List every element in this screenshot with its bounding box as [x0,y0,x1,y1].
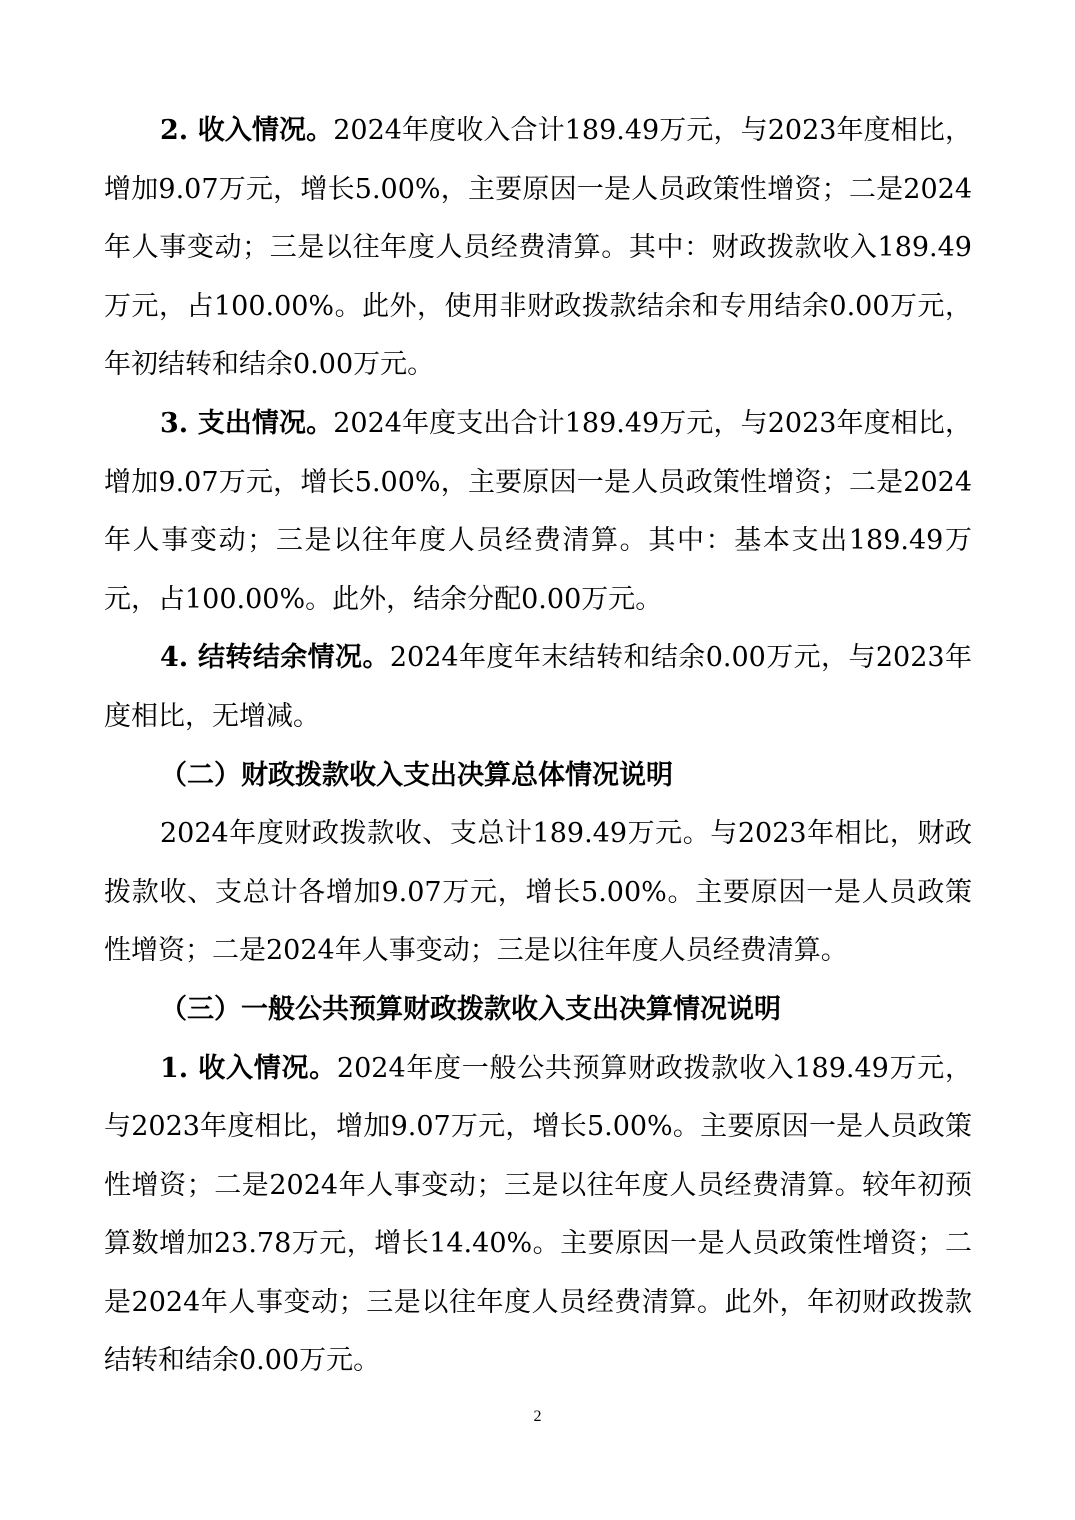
paragraph-text: 2024年度一般公共预算财政拨款收入189.49万元，与2023年度相比，增加9.07万元，增长5.00%。主要原因一是人员政策性增资；二是2024年人事变动；三是以往年度人员经费清算。较年初预算数增加23.78万元，增长14.40%。主要原因一是人员政策性增资；二是2024年人事变动；三是以往年度人员经费清算。此外，年初财政拨款结转和结余0.00万元。 [104,1052,973,1377]
paragraph-income [104,102,972,395]
paragraph-general-budget-income [104,1040,972,1392]
section-heading-general-budget: （三）一般公共预算财政拨款收入支出决算情况说明 [160,993,781,1025]
document-body [104,102,972,1391]
section-heading-fiscal-overall: （二）财政拨款收入支出决算总体情况说明 [160,759,673,791]
paragraph-lead: 2. 收入情况。 [160,115,334,146]
paragraph-lead: 4. 结转结余情况。 [160,642,390,674]
page-number: 2 [533,1408,542,1425]
paragraph-text: 2024年度财政拨款收、支总计189.49万元。与2023年相比，财政拨款收、支总计各增加9.07万元，增长5.00%。主要原因一是人员政策性增资；二是2024年人事变动；三是以往年度人员经费清算。 [104,818,972,967]
paragraph-carryover [104,629,972,746]
paragraph-expenditure [104,395,972,629]
paragraph-text: 2024年度收入合计189.49万元，与2023年度相比，增加9.07万元，增长5.00%，主要原因一是人员政策性增资；二是2024年人事变动；三是以往年度人员经费清算。其中：财政拨款收入189.49万元，占100.00%。此外，使用非财政拨款结余和专用结余0.00万元，年初结转和结余0.00万元。 [104,115,972,381]
paragraph-fiscal-overall [104,805,972,981]
paragraph-lead: 1. 收入情况。 [160,1052,337,1084]
paragraph-text: 2024年度年末结转和结余0.00万元，与2023年度相比，无增减。 [104,642,972,732]
paragraph-lead: 3. 支出情况。 [160,407,334,439]
paragraph-text: 2024年度支出合计189.49万元，与2023年度相比，增加9.07万元，增长5.00%，主要原因一是人员政策性增资；二是2024年人事变动；三是以往年度人员经费清算。其中：基本支出189.49万元，占100.00%。此外，结余分配0.00万元。 [104,407,972,615]
